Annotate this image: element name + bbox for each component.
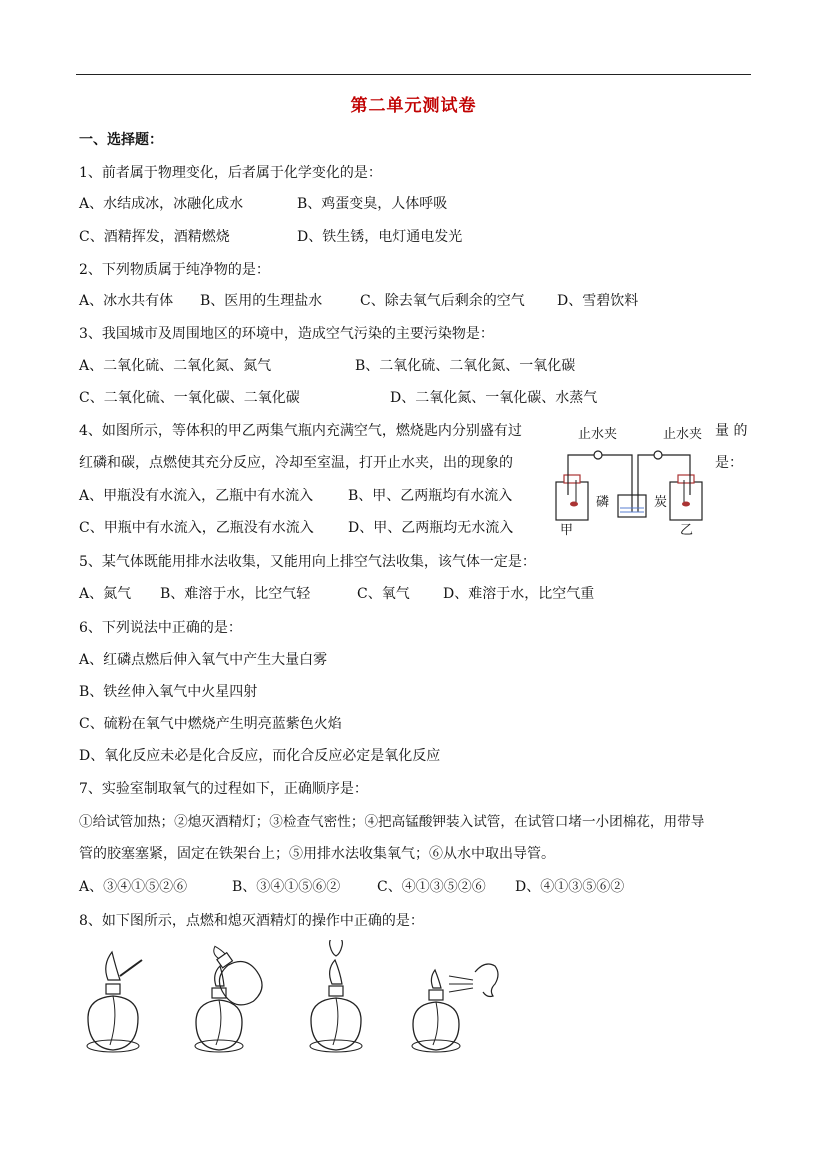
clamp-left-label: 止水夹 xyxy=(578,427,618,442)
flame-1 xyxy=(106,952,120,980)
q4-stem-line2-end: 是： xyxy=(715,455,743,471)
lamp-1 xyxy=(87,952,142,1052)
q4-option-d: D、甲、乙两瓶均无水流入 xyxy=(348,520,514,536)
lamp-3 xyxy=(310,940,362,1052)
q4-option-c: C、甲瓶中有水流入，乙瓶没有水流入 xyxy=(79,520,314,536)
q6-option-b: B、铁丝伸入氧气中火星四射 xyxy=(79,684,258,700)
section-heading: 一、选择题： xyxy=(79,132,163,148)
q7-option-c: C、④①③⑤②⑥ xyxy=(377,879,486,895)
lamp-4 xyxy=(412,964,498,1052)
lamp-cap-3 xyxy=(330,940,343,956)
spoon-right xyxy=(682,502,690,507)
q5-stem: 5、某气体既能用排水法收集，又能用向上排空气法收集，该气体一定是： xyxy=(79,554,536,570)
q4-option-b: B、甲、乙两瓶均有水流入 xyxy=(348,488,513,504)
q6-stem: 6、下列说法中正确的是： xyxy=(79,620,242,636)
q4-option-a: A、甲瓶没有水流入，乙瓶中有水流入 xyxy=(79,488,314,504)
q5-option-b: B、难溶于水，比空气轻 xyxy=(160,586,311,602)
label-yi: 乙 xyxy=(680,523,694,538)
face-4 xyxy=(475,964,498,997)
page-title: 第二单元测试卷 xyxy=(350,96,477,116)
q3-option-d: D、二氧化氮、一氧化碳、水蒸气 xyxy=(390,390,598,406)
spoon-left xyxy=(570,502,578,507)
label-phosphorus: 磷 xyxy=(596,495,610,510)
clamp-right xyxy=(654,451,662,459)
q7-option-a: A、③④①⑤②⑥ xyxy=(79,879,188,895)
label-carbon: 炭 xyxy=(654,495,668,510)
q1-option-a: A、水结成冰，冰融化成水 xyxy=(79,196,244,212)
clamp-left xyxy=(594,451,602,459)
q7-steps-line1: ①给试管加热；②熄灭酒精灯；③检查气密性；④把高锰酸钾装入试管，在试管口堵一小团棉花，用带导 xyxy=(79,814,705,830)
q6-option-a: A、红磷点燃后伸入氧气中产生大量白雾 xyxy=(79,652,328,668)
q4-stem-line1: 4、如图所示，等体积的甲乙两集气瓶内充满空气，燃烧匙内分别盛有过 xyxy=(79,423,522,439)
clamp-right-label: 止水夹 xyxy=(663,427,703,442)
header-rule xyxy=(76,74,751,75)
stopper-right xyxy=(678,475,694,483)
q2-option-a: A、冰水共有体 xyxy=(79,293,174,309)
q2-option-c: C、除去氧气后剩余的空气 xyxy=(360,293,525,309)
q2-stem: 2、下列物质属于纯净物的是： xyxy=(79,262,270,278)
q1-option-b: B、鸡蛋变臭，人体呼吸 xyxy=(297,196,448,212)
q3-option-b: B、二氧化硫、二氧化氮、一氧化碳 xyxy=(355,358,576,374)
q4-apparatus-figure xyxy=(548,420,713,538)
q3-option-a: A、二氧化硫、二氧化氮、氮气 xyxy=(79,358,272,374)
q1-stem: 1、前者属于物理变化，后者属于化学变化的是： xyxy=(79,165,382,181)
q2-option-d: D、雪碧饮料 xyxy=(557,293,639,309)
q7-option-b: B、③④①⑤⑥② xyxy=(232,879,341,895)
q4-stem-line2: 红磷和碳，点燃使其充分反应，冷却至室温，打开止水夹，出的现象的 xyxy=(79,455,513,471)
q4-stem-line1-end: 量 的 xyxy=(715,423,748,439)
q8-lamps-figure xyxy=(70,940,510,1070)
label-jia: 甲 xyxy=(560,523,574,538)
q1-option-d: D、铁生锈，电灯通电发光 xyxy=(297,229,463,245)
q7-option-d: D、④①③⑤⑥② xyxy=(515,879,625,895)
q7-steps-line2: 管的胶塞塞紧，固定在铁架台上；⑤用排水法收集氧气；⑥从水中取出导管。 xyxy=(79,846,555,862)
q3-option-c: C、二氧化硫、一氧化碳、二氧化碳 xyxy=(79,390,300,406)
q2-option-b: B、医用的生理盐水 xyxy=(200,293,323,309)
lamp-2 xyxy=(195,940,270,1052)
q7-stem: 7、实验室制取氧气的过程如下，正确顺序是： xyxy=(79,781,368,797)
bottle-left xyxy=(556,482,588,520)
q5-option-d: D、难溶于水，比空气重 xyxy=(443,586,595,602)
q5-option-a: A、氮气 xyxy=(79,586,132,602)
bottle-right xyxy=(670,482,702,520)
q8-stem: 8、如下图所示，点燃和熄灭酒精灯的操作中正确的是： xyxy=(79,913,424,929)
q3-stem: 3、我国城市及周围地区的环境中，造成空气污染的主要污染物是： xyxy=(79,326,494,342)
q1-option-c: C、酒精挥发，酒精燃烧 xyxy=(79,229,230,245)
stopper-left xyxy=(564,475,580,483)
match-1 xyxy=(120,960,142,976)
q6-option-d: D、氧化反应未必是化合反应，而化合反应必定是氧化反应 xyxy=(79,748,441,764)
q5-option-c: C、氧气 xyxy=(357,586,410,602)
q6-option-c: C、硫粉在氧气中燃烧产生明亮蓝紫色火焰 xyxy=(79,716,342,732)
